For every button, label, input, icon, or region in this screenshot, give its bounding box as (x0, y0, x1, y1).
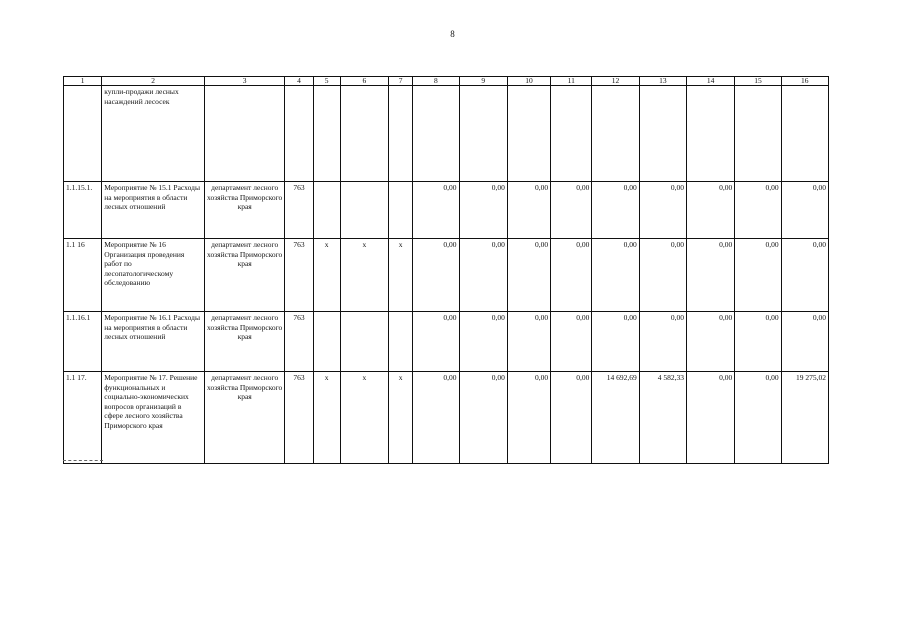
cell-col8 (413, 86, 459, 182)
cell-col6 (340, 312, 388, 372)
cell-col15 (735, 86, 781, 182)
row-name: Мероприятие № 16.1 Расходы на мероприятия в области лесных отношений (102, 312, 205, 372)
table-row (64, 312, 829, 372)
cell-col10 (507, 86, 550, 182)
column-header: 3 (204, 77, 285, 86)
cell-col4: 763 (285, 372, 313, 464)
cell-col14: 0,00 (686, 182, 734, 239)
row-code: 1.1 17. (64, 372, 102, 464)
row-department (204, 86, 285, 182)
column-header: 12 (592, 77, 639, 86)
cell-col6 (340, 86, 388, 182)
cell-col6 (340, 182, 388, 239)
cell-col13: 0,00 (639, 182, 686, 239)
row-name: Мероприятие № 15.1 Расходы на мероприятия в области лесных отношений (102, 182, 205, 239)
cell-col14 (686, 86, 734, 182)
cell-col15: 0,00 (735, 182, 781, 239)
cell-col5: х (313, 239, 340, 312)
scan-artifact-divider (63, 460, 103, 461)
column-header: 1 (64, 77, 102, 86)
table-row (64, 372, 829, 464)
column-header: 15 (735, 77, 781, 86)
column-header: 14 (686, 77, 734, 86)
cell-col7: х (389, 239, 413, 312)
cell-col13: 0,00 (639, 239, 686, 312)
cell-col9: 0,00 (459, 182, 507, 239)
cell-col13 (639, 86, 686, 182)
row-department: департамент лесного хозяйства Приморского края (204, 312, 285, 372)
row-department: департамент лесного хозяйства Приморского края (204, 372, 285, 464)
column-header: 6 (340, 77, 388, 86)
cell-col13: 4 582,33 (639, 372, 686, 464)
table-header (64, 77, 829, 86)
column-header: 2 (102, 77, 205, 86)
page-number: 8 (450, 29, 455, 39)
cell-col7 (389, 182, 413, 239)
cell-col10: 0,00 (507, 372, 550, 464)
cell-col11: 0,00 (551, 372, 592, 464)
row-code: 1.1.16.1 (64, 312, 102, 372)
cell-col8: 0,00 (413, 239, 459, 312)
cell-col9: 0,00 (459, 312, 507, 372)
row-department: департамент лесного хозяйства Приморского края (204, 239, 285, 312)
cell-col12 (592, 86, 639, 182)
column-number-row (64, 77, 829, 86)
cell-col11: 0,00 (551, 182, 592, 239)
cell-col5 (313, 312, 340, 372)
column-header: 7 (389, 77, 413, 86)
row-code: 1.1 16 (64, 239, 102, 312)
row-name: Мероприятие № 17. Решение функциональных и социально-экономических вопросов организаций в сфере лесного хозяйства Приморского края (102, 372, 205, 464)
cell-col15: 0,00 (735, 312, 781, 372)
cell-col4: 763 (285, 182, 313, 239)
cell-col15: 0,00 (735, 239, 781, 312)
table-row (64, 182, 829, 239)
cell-col12: 14 692,69 (592, 372, 639, 464)
cell-col10: 0,00 (507, 312, 550, 372)
cell-col16: 19 275,02 (781, 372, 828, 464)
cell-col5 (313, 86, 340, 182)
cell-col11: 0,00 (551, 312, 592, 372)
column-header: 5 (313, 77, 340, 86)
cell-col16: 0,00 (781, 239, 828, 312)
cell-col7 (389, 86, 413, 182)
cell-col7 (389, 312, 413, 372)
column-header: 8 (413, 77, 459, 86)
cell-col15: 0,00 (735, 372, 781, 464)
cell-col5: х (313, 372, 340, 464)
cell-col5 (313, 182, 340, 239)
cell-col12: 0,00 (592, 239, 639, 312)
cell-col4: 763 (285, 239, 313, 312)
cell-col14: 0,00 (686, 239, 734, 312)
column-header: 16 (781, 77, 828, 86)
cell-col6: х (340, 372, 388, 464)
budget-table (63, 76, 829, 464)
row-name: Мероприятие № 16 Организация проведения работ по лесопатологическому обследованию (102, 239, 205, 312)
cell-col9: 0,00 (459, 372, 507, 464)
column-header: 13 (639, 77, 686, 86)
cell-col11 (551, 86, 592, 182)
cell-col9 (459, 86, 507, 182)
cell-col16 (781, 86, 828, 182)
column-header: 10 (507, 77, 550, 86)
row-code: 1.1.15.1. (64, 182, 102, 239)
cell-col8: 0,00 (413, 312, 459, 372)
row-name: купли-продажи лесных насаждений лесосек (102, 86, 205, 182)
column-header: 11 (551, 77, 592, 86)
cell-col16: 0,00 (781, 182, 828, 239)
cell-col12: 0,00 (592, 312, 639, 372)
cell-col13: 0,00 (639, 312, 686, 372)
cell-col10: 0,00 (507, 182, 550, 239)
cell-col7: х (389, 372, 413, 464)
cell-col4: 763 (285, 312, 313, 372)
cell-col8: 0,00 (413, 182, 459, 239)
cell-col4 (285, 86, 313, 182)
cell-col14: 0,00 (686, 312, 734, 372)
cell-col9: 0,00 (459, 239, 507, 312)
table-row (64, 239, 829, 312)
column-header: 4 (285, 77, 313, 86)
row-code (64, 86, 102, 182)
cell-col10: 0,00 (507, 239, 550, 312)
cell-col16: 0,00 (781, 312, 828, 372)
cell-col6: х (340, 239, 388, 312)
cell-col11: 0,00 (551, 239, 592, 312)
table-row (64, 86, 829, 182)
row-department: департамент лесного хозяйства Приморского края (204, 182, 285, 239)
column-header: 9 (459, 77, 507, 86)
cell-col14: 0,00 (686, 372, 734, 464)
cell-col8: 0,00 (413, 372, 459, 464)
cell-col12: 0,00 (592, 182, 639, 239)
